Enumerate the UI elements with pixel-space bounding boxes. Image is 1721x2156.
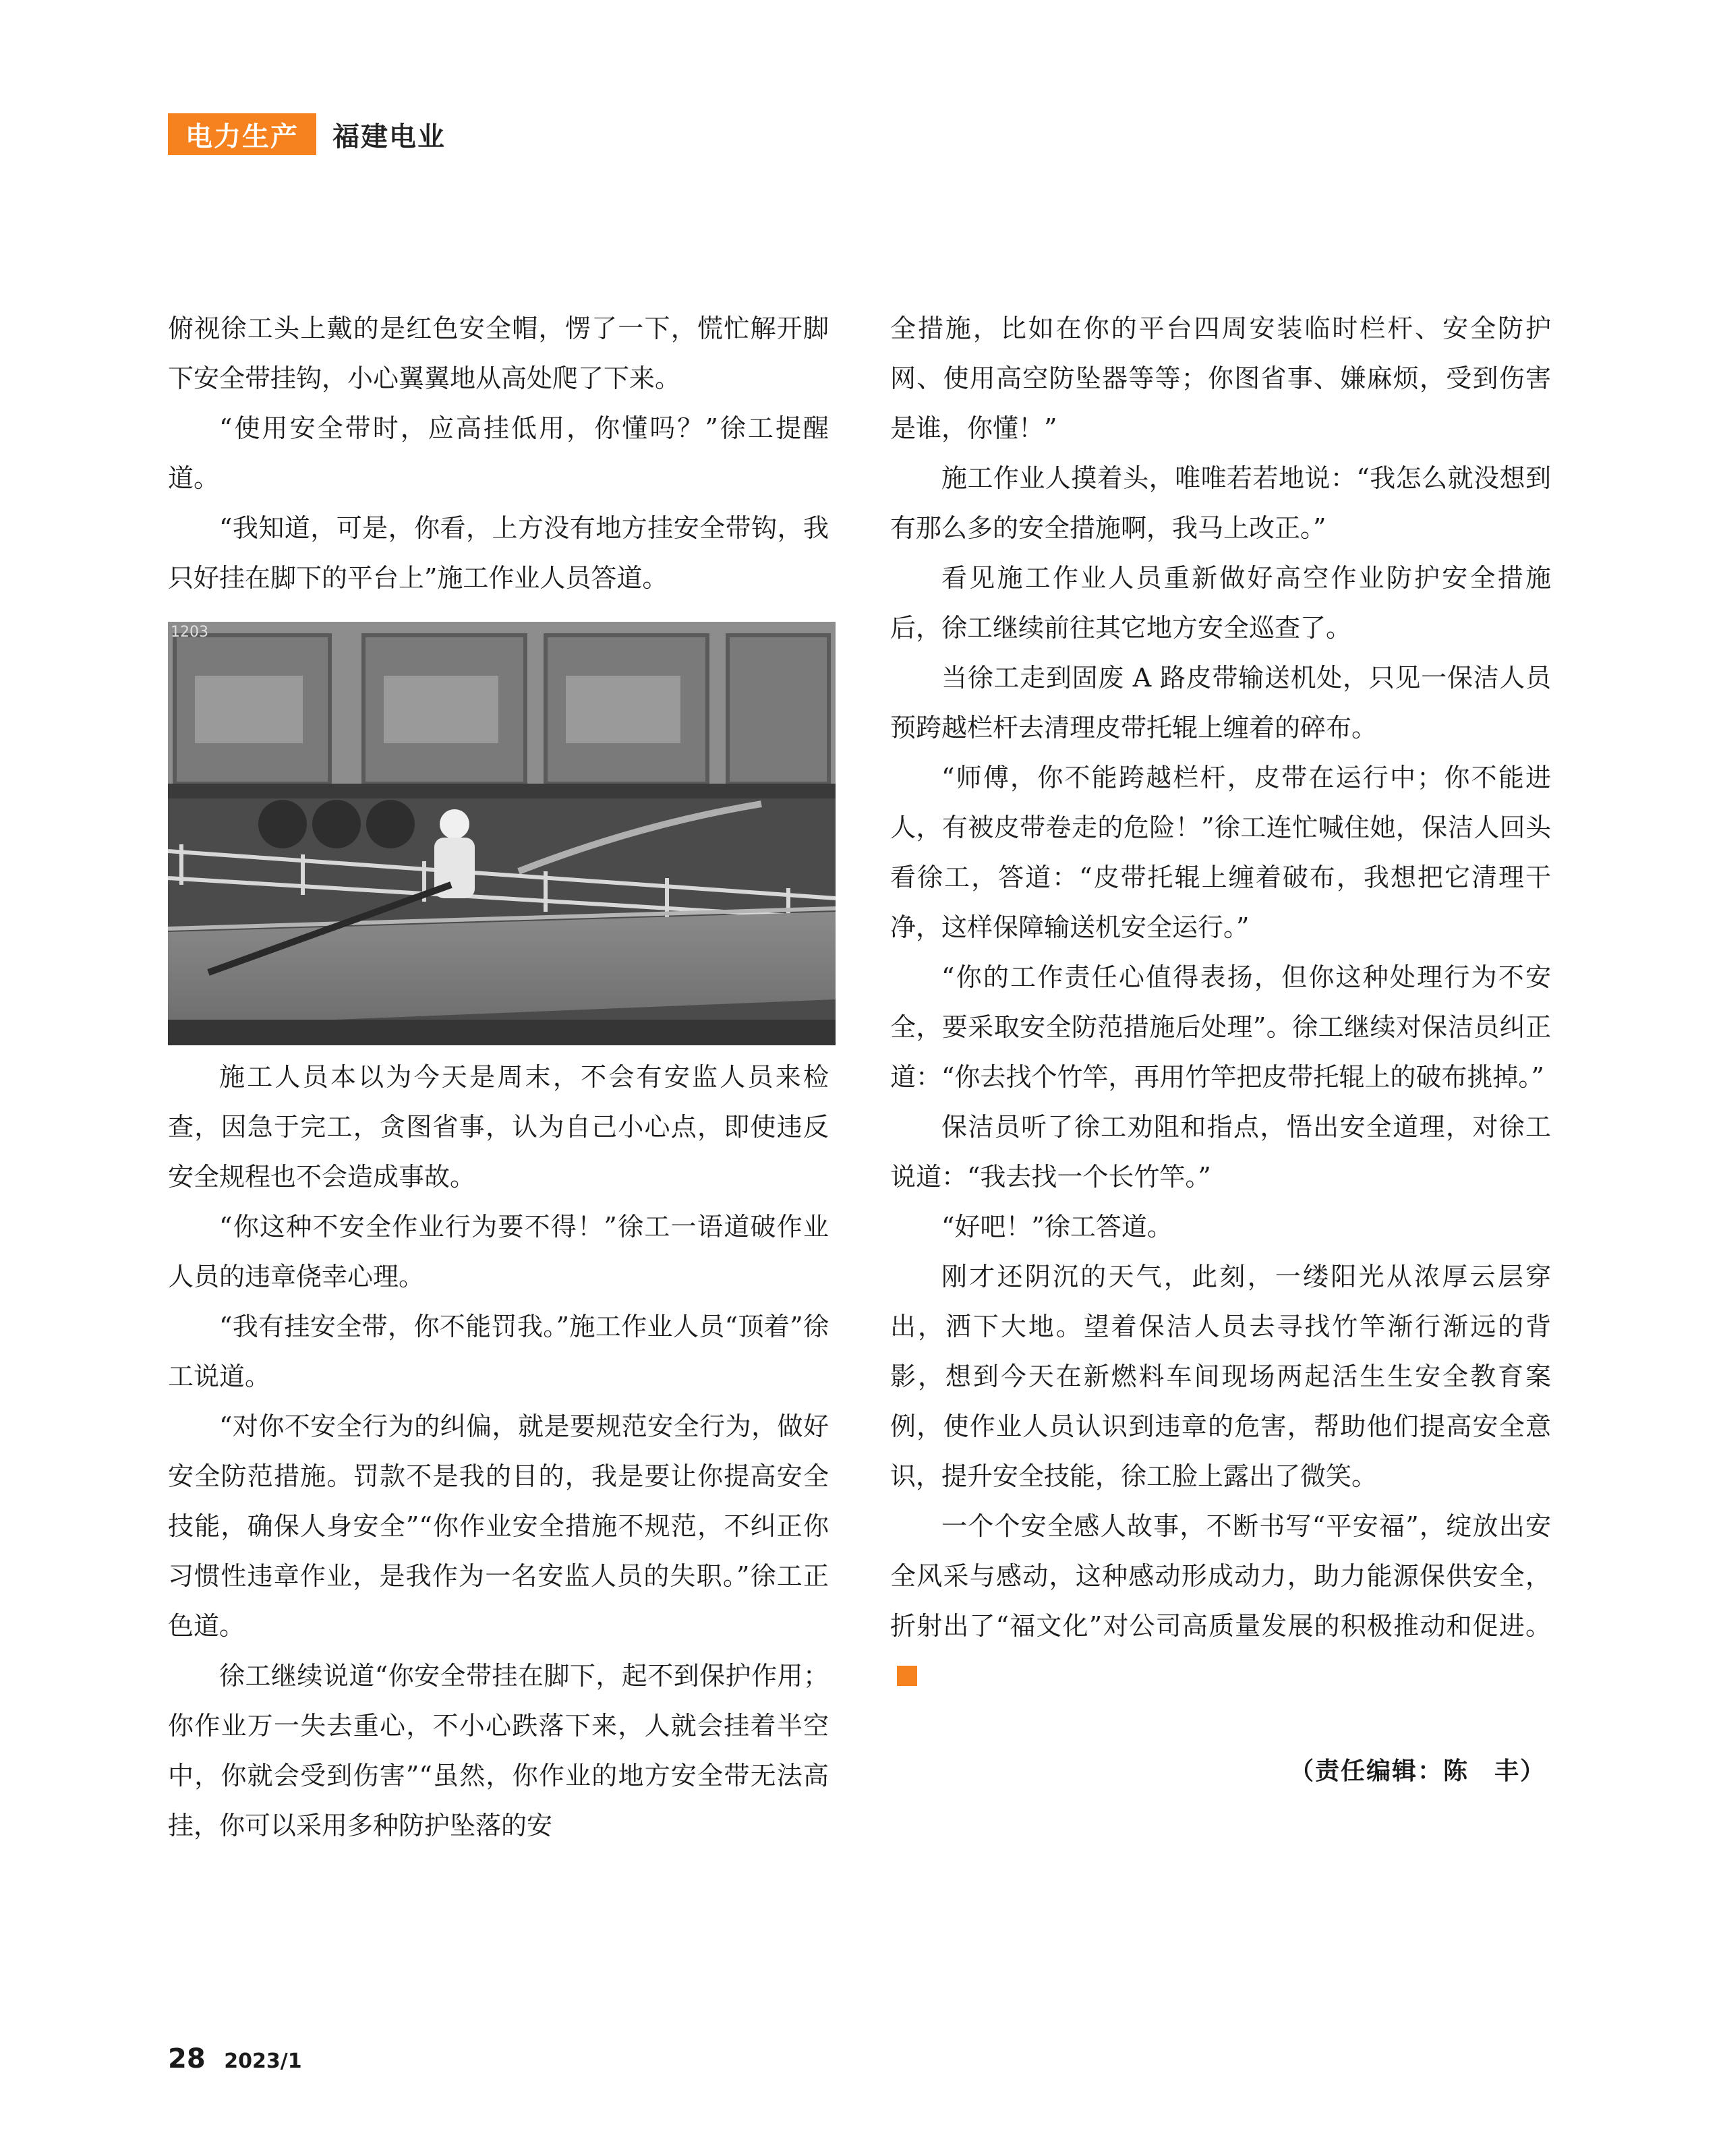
paragraph-text: 施工人员本以为今天是周末，不会有安监人员来检查，因急于完工，贪图省事，认为自己小心点，即使违反安全规程也不会造成事故。 [168,1062,829,1192]
paragraph [890,553,1551,653]
section-header [168,113,446,155]
paragraph [890,753,1551,952]
paragraph [890,303,1551,453]
section-tag: 电力生产 [168,113,316,155]
magazine-name: 福建电业 [332,121,446,152]
paragraph [168,1052,829,1202]
left-column-top [168,303,829,603]
paragraph [890,453,1551,553]
paragraph-text: “使用安全带时，应高挂低用，你懂吗？”徐工提醒道。 [168,413,829,493]
paragraph [890,1501,1551,1701]
paragraph [168,403,829,503]
paragraph [890,653,1551,753]
editor-credit: （责任编辑：陈 丰） [1289,1757,1546,1785]
left-column-bottom [168,1052,829,1851]
worker-figure [434,809,475,898]
paragraph-text: 看见施工作业人员重新做好高空作业防护安全措施后，徐工继续前往其它地方安全巡查了。 [890,563,1551,643]
paragraph-text: “师傅，你不能跨越栏杆，皮带在运行中；你不能进人，有被皮带卷走的危险！”徐工连忙喊住她，保洁人回头看徐工，答道：“皮带托辊上缠着破布，我想把它清理干净，这样保障输送机安全运行。” [890,763,1551,942]
paragraph [890,1102,1551,1202]
paragraph-text: 全措施，比如在你的平台四周安装临时栏杆、安全防护网、使用高空防坠器等等；你图省事、嫌麻烦，受到伤害是谁，你懂！” [890,314,1551,443]
paragraph [168,1302,829,1401]
paragraph-text: “你的工作责任心值得表扬，但你这种处理行为不安全，要采取安全防范措施后处理”。徐工继续对保洁员纠正道：“你去找个竹竿，再用竹竿把皮带托辊上的破布挑掉。” [890,962,1551,1092]
paragraph [168,303,829,403]
page-footer [168,2043,302,2074]
paragraph [168,1202,829,1302]
paragraph-text: 一个个安全感人故事，不断书写“平安福”，绽放出安全风采与感动，这种感动形成动力，助力能源保供安全，折射出了“福文化”对公司高质量发展的积极推动和促进。 [890,1511,1551,1641]
paragraph-text: “对你不安全行为的纠偏，就是要规范安全行为，做好安全防范措施。罚款不是我的目的，我是要让你提高安全技能，确保人身安全”“你作业安全措施不规范，不纠正你习惯性违章作业，是我作为一名安监人员的失职。”徐工正色道。 [168,1411,829,1641]
paragraph-text: “好吧！”徐工答道。 [941,1212,1173,1242]
paragraph-text: “我有挂安全带，你不能罚我。”施工作业人员“顶着”徐工说道。 [168,1312,829,1391]
issue-date: 2023/1 [224,2049,302,2073]
right-column [890,303,1551,1701]
paragraph [168,503,829,603]
end-square-icon [897,1666,917,1686]
paragraph [890,1202,1551,1252]
paragraph [168,1401,829,1651]
paragraph [168,1651,829,1851]
paragraph-text: 刚才还阴沉的天气，此刻，一缕阳光从浓厚云层穿出，洒下大地。望着保洁人员去寻找竹竿渐行渐远的背影，想到今天在新燃料车间现场两起活生生安全教育案例，使作业人员认识到违章的危害，帮助他们提高安全意识，提升安全技能，徐工脸上露出了微笑。 [890,1262,1551,1491]
car-number: 1203 [171,624,208,641]
paragraph [890,1252,1551,1501]
photo-illustration [168,622,836,1045]
paragraph [890,952,1551,1102]
conveyor-photo [168,622,836,1045]
paragraph-text: 当徐工走到固废 A 路皮带输送机处，只见一保洁人员预跨越栏杆去清理皮带托辊上缠着的碎布。 [890,663,1551,742]
paragraph-text: “你这种不安全作业行为要不得！”徐工一语道破作业人员的违章侥幸心理。 [168,1212,829,1291]
paragraph-text: 俯视徐工头上戴的是红色安全帽，愣了一下，慌忙解开脚下安全带挂钩，小心翼翼地从高处爬了下来。 [168,314,829,393]
paragraph-text: 保洁员听了徐工劝阻和指点，悟出安全道理，对徐工说道：“我去找一个长竹竿。” [890,1112,1551,1192]
page-number: 28 [168,2043,206,2074]
paragraph-text: “我知道，可是，你看，上方没有地方挂安全带钩，我只好挂在脚下的平台上”施工作业人员答道。 [168,513,829,593]
paragraph-text: 施工作业人摸着头，唯唯若若地说：“我怎么就没想到有那么多的安全措施啊，我马上改正。” [890,463,1551,543]
paragraph-text: 徐工继续说道“你安全带挂在脚下，起不到保护作用；你作业万一失去重心，不小心跌落下来，人就会挂着半空中，你就会受到伤害”“虽然，你作业的地方安全带无法高挂，你可以采用多种防护坠落的安 [168,1661,829,1840]
